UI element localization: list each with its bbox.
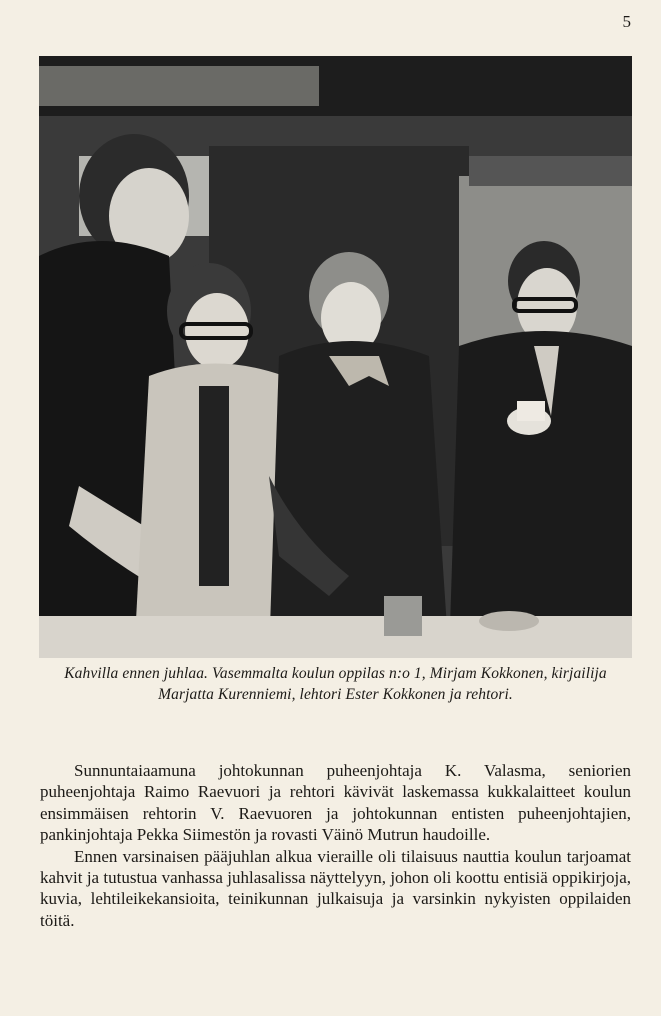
photograph-icon	[39, 56, 632, 658]
paragraph-2: Ennen varsinaisen pääjuhlan alkua vieraille oli tilaisuus nauttia koulun tarjoamat kahvit ja tutustua vanhassa juhlasalissa näyttelyyn, johon oli koottu entisiä oppikirjoja, kuvia, lehtileikekansioita, teinikunnan julkaisuja ja varsinkin nykyisten oppilaiden töitä.	[40, 846, 631, 930]
photo-caption	[40, 663, 631, 705]
page-number: 5	[622, 12, 631, 31]
caption-text: Kahvilla ennen juhlaa. Vasemmalta koulun oppilas n:o 1, Mirjam Kokkonen, kirjailija Marjatta Kurenniemi, lehtori Ester Kokkonen ja rehtori.	[64, 665, 607, 703]
photograph	[39, 56, 632, 658]
article-body	[40, 760, 631, 931]
paragraph-1: Sunnuntaiaamuna johtokunnan puheenjohtaja K. Valasma, seniorien puheenjohtaja Raimo Raevuori ja rehtori kävivät laskemassa kukkalaitteet koulun ensimmäisen rehtorin V. Raevuoren ja johtokunnan entisten puheenjohtajien, pankinjohtaja Pekka Siimestön ja rovasti Väinö Mutrun haudoille.	[40, 761, 631, 845]
